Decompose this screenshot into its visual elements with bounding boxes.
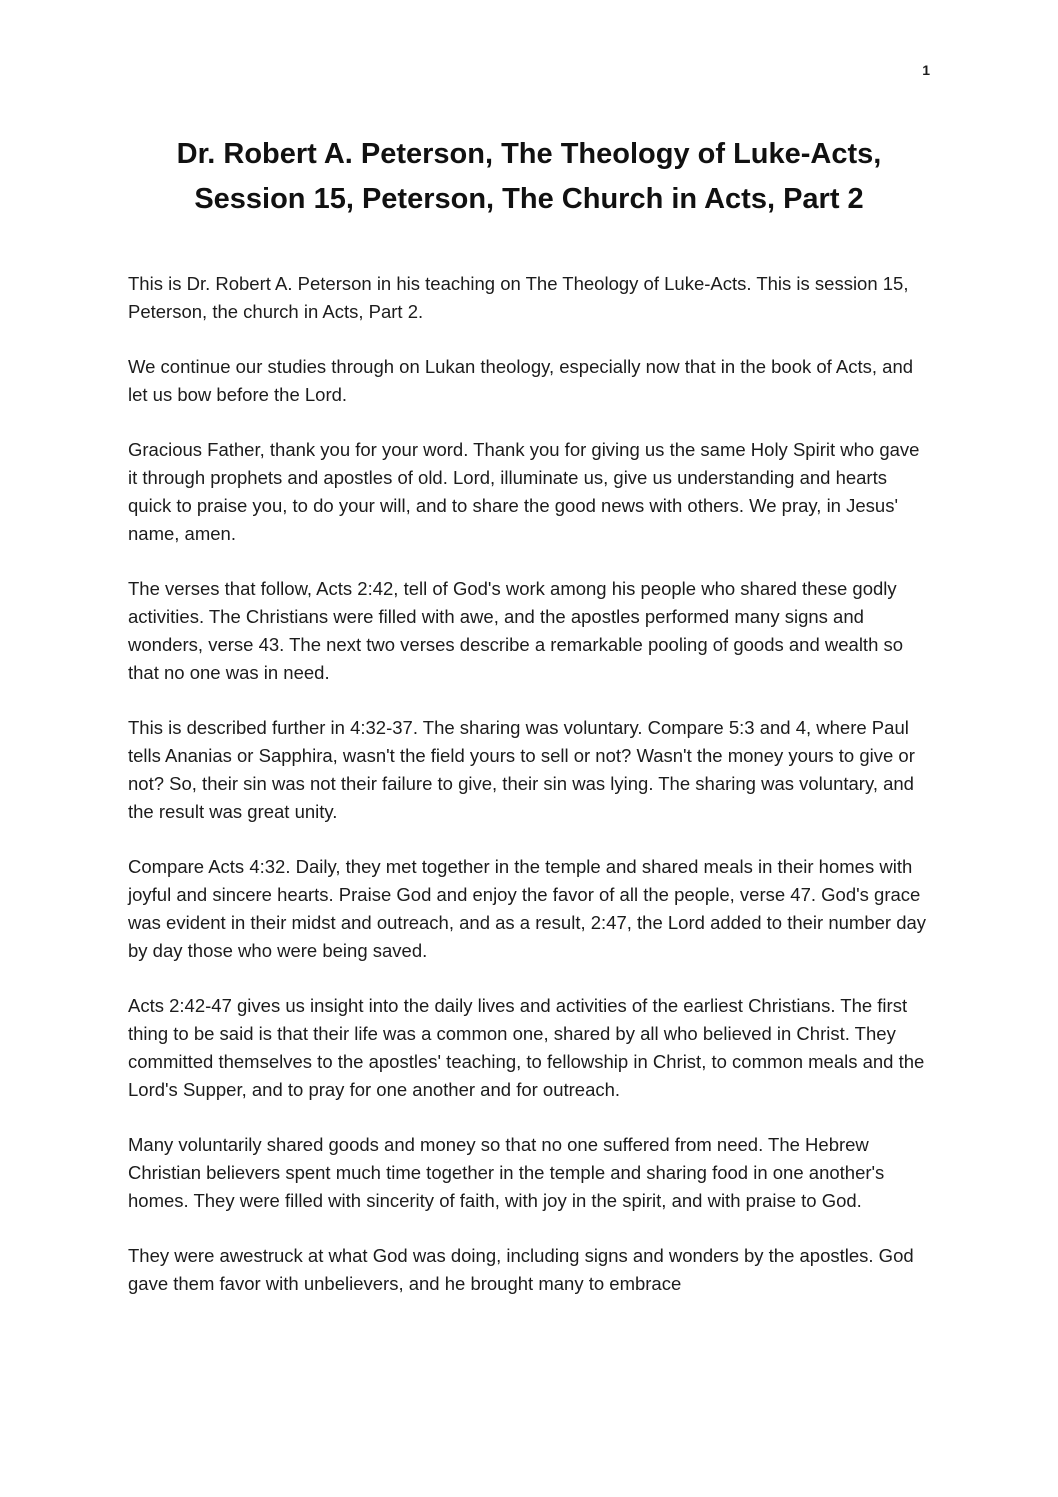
paragraph-acts-4-32: Compare Acts 4:32. Daily, they met together in the temple and shared meals in their homes with joyful and sincere hearts. Praise God and enjoy the favor of all the people, verse 47. God's grace was evident in their midst and outreach, and as a result, 2:47, the Lord added to their number day by day those who were being saved. [128, 855, 927, 961]
paragraph-sharing-voluntary: This is described further in 4:32-37. The sharing was voluntary. Compare 5:3 and 4, where Paul tells Ananias or Sapphira, wasn't the field yours to sell or not? Wasn't the money yours to give or not? So, their sin was not their failure to give, their sin was lying. The sharing was voluntary, and the result was great unity. [128, 716, 915, 822]
paragraph-shared-goods: Many voluntarily shared goods and money so that no one suffered from need. The Hebrew Christian believers spent much time together in the temple and sharing food in one another's homes. They were filled with sincerity of faith, with joy in the spirit, and with praise to God. [128, 1133, 885, 1211]
paragraph-acts-2-42: The verses that follow, Acts 2:42, tell of God's work among his people who shared these godly activities. The Christians were filled with awe, and the apostles performed many signs and wonders, verse 43. The next two verses describe a remarkable pooling of goods and wealth so that no one was in need. [128, 577, 904, 683]
title-line-1: Dr. Robert A. Peterson, The Theology of Luke-Acts, [176, 138, 882, 170]
paragraph-continue-studies: We continue our studies through on Lukan theology, especially now that in the book of Acts, and let us bow before the Lord. [128, 355, 914, 405]
paragraph-intro: This is Dr. Robert A. Peterson in his teaching on The Theology of Luke-Acts. This is session 15, Peterson, the church in Acts, Part 2. [128, 272, 909, 322]
document-title [128, 132, 930, 222]
title-line-2: Session 15, Peterson, The Church in Acts, Part 2 [194, 182, 864, 215]
page-number: 1 [922, 62, 930, 78]
paragraph-prayer: Gracious Father, thank you for your word. Thank you for giving us the same Holy Spirit who gave it through prophets and apostles of old. Lord, illuminate us, give us understanding and hearts quick to praise you, to do your will, and to share the good news with others. We pray, in Jesus' name, amen. [128, 438, 920, 544]
document-body [128, 270, 930, 1298]
paragraph-daily-lives: Acts 2:42-47 gives us insight into the daily lives and activities of the earliest Christians. The first thing to be said is that their life was a common one, shared by all who believed in Christ. They committed themselves to the apostles' teaching, to fellowship in Christ, to common meals and the Lord's Supper, and to pray for one another and for outreach. [128, 994, 925, 1100]
paragraph-awestruck: They were awestruck at what God was doing, including signs and wonders by the apostles. God gave them favor with unbelievers, and he brought many to embrace [128, 1244, 914, 1294]
